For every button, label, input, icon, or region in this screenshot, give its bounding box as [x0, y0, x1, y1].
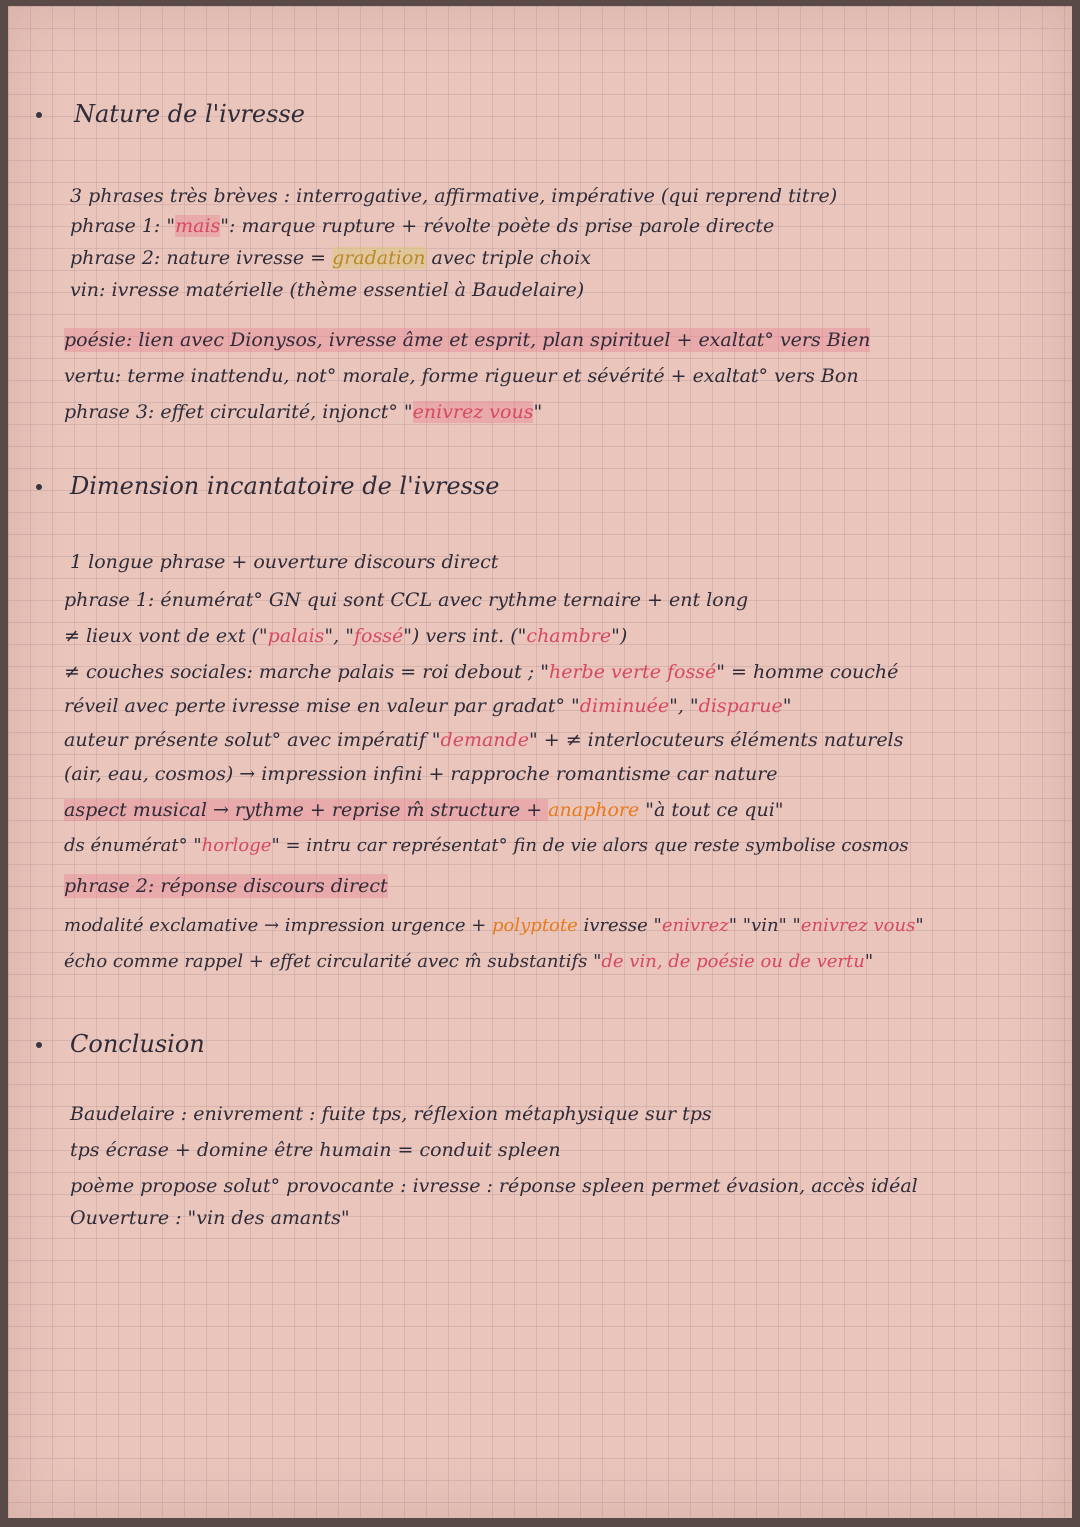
note-text: ": marque rupture + révolte poète ds prise parole directe: [220, 215, 775, 237]
note-line: [64, 728, 903, 752]
note-line: vertu: terme inattendu, not° morale, forme rigueur et sévérité + exaltat° vers Bon: [64, 365, 859, 387]
term-highlight: polyptote: [492, 915, 578, 936]
note-line: Baudelaire : enivrement : fuite tps, réflexion métaphysique sur tps: [70, 1103, 712, 1125]
quote-highlight: fossé: [353, 625, 404, 647]
note-text: ≠ couches sociales: marche palais = roi debout ; ": [64, 661, 549, 683]
note-text: " = intru car représentat° fin de vie alors que reste symbolise cosmos: [271, 835, 909, 856]
quote-highlight: horloge: [201, 835, 272, 856]
note-text: ") vers int. (": [403, 625, 527, 647]
note-line: (air, eau, cosmos) → impression infini + rapproche romantisme car nature: [64, 763, 778, 785]
quote-highlight: demande: [440, 729, 529, 751]
note-text: réveil avec perte ivresse mise en valeur par gradat° ": [64, 695, 580, 717]
note-text: modalité exclamative → impression urgence +: [64, 915, 493, 936]
section-heading: Nature de l'ivresse: [74, 100, 305, 128]
note-text: "à tout ce qui": [639, 799, 784, 821]
note-text: ": [864, 951, 874, 972]
note-text: "): [611, 625, 628, 647]
quote-highlight: de vin, de poésie ou de vertu: [601, 951, 865, 972]
note-line: [64, 798, 784, 822]
note-line: [64, 624, 627, 648]
note-line: Ouverture : "vin des amants": [70, 1207, 350, 1229]
note-line: vin: ivresse matérielle (thème essentiel à Baudelaire): [70, 279, 585, 301]
note-line: [64, 660, 898, 684]
quote-highlight: enivrez: [661, 915, 729, 936]
note-text: écho comme rappel + effet circularité avec m̂ substantifs ": [64, 951, 602, 972]
note-text: ≠ lieux vont de ext (": [64, 625, 268, 647]
note-text: ", ": [324, 625, 354, 647]
term-highlight: gradation: [332, 247, 426, 269]
note-line: [64, 950, 873, 974]
note-line: [70, 246, 591, 270]
quote-highlight: enivrez vous: [800, 915, 916, 936]
note-line: poésie: lien avec Dionysos, ivresse âme et esprit, plan spirituel + exaltat° vers Bien: [64, 329, 871, 351]
note-text: ivresse ": [577, 915, 662, 936]
note-text: ": [915, 915, 924, 936]
note-text: " + ≠ interlocuteurs éléments naturels: [528, 729, 904, 751]
section-heading: Conclusion: [70, 1030, 205, 1058]
section-heading: Dimension incantatoire de l'ivresse: [70, 472, 500, 500]
note-text: aspect musical → rythme + reprise m̂ structure +: [64, 799, 549, 821]
quote-highlight: disparue: [698, 695, 783, 717]
note-text: " = homme couché: [716, 661, 899, 683]
quote-highlight: diminuée: [579, 695, 670, 717]
note-text: auteur présente solut° avec impératif ": [64, 729, 441, 751]
note-text: avec triple choix: [425, 247, 591, 269]
note-text: phrase 2: nature ivresse =: [70, 247, 333, 269]
note-text: ": [782, 695, 792, 717]
note-text: ": [533, 401, 543, 423]
note-text: ", ": [669, 695, 699, 717]
bullet-point: [36, 112, 42, 118]
quote-highlight: mais: [175, 215, 221, 237]
quote-highlight: enivrez vous: [412, 401, 534, 423]
quote-highlight: chambre: [526, 625, 612, 647]
note-line: [64, 400, 542, 424]
note-line: [64, 834, 909, 858]
note-line: phrase 1: énumérat° GN qui sont CCL avec rythme ternaire + ent long: [64, 589, 749, 611]
quote-highlight: palais: [267, 625, 325, 647]
notebook-page: [8, 6, 1072, 1518]
note-line: [64, 914, 924, 938]
note-text: phrase 3: effet circularité, injonct° ": [64, 401, 413, 423]
note-text: " "vin" ": [728, 915, 801, 936]
quote-highlight: herbe verte fossé: [548, 661, 717, 683]
bullet-point: [36, 1042, 42, 1048]
note-line: [64, 694, 791, 718]
note-line: tps écrase + domine être humain = conduit spleen: [70, 1139, 561, 1161]
note-line: 1 longue phrase + ouverture discours direct: [70, 551, 499, 573]
note-text: phrase 1: ": [70, 215, 176, 237]
note-text: ds énumérat° ": [64, 835, 202, 856]
note-line: [70, 214, 774, 238]
bullet-point: [36, 484, 42, 490]
term-highlight: anaphore: [548, 799, 640, 821]
note-line: poème propose solut° provocante : ivresse : réponse spleen permet évasion, accès idéal: [70, 1175, 918, 1197]
note-line: 3 phrases très brèves : interrogative, affirmative, impérative (qui reprend titre): [70, 185, 838, 207]
note-line: phrase 2: réponse discours direct: [64, 875, 388, 897]
